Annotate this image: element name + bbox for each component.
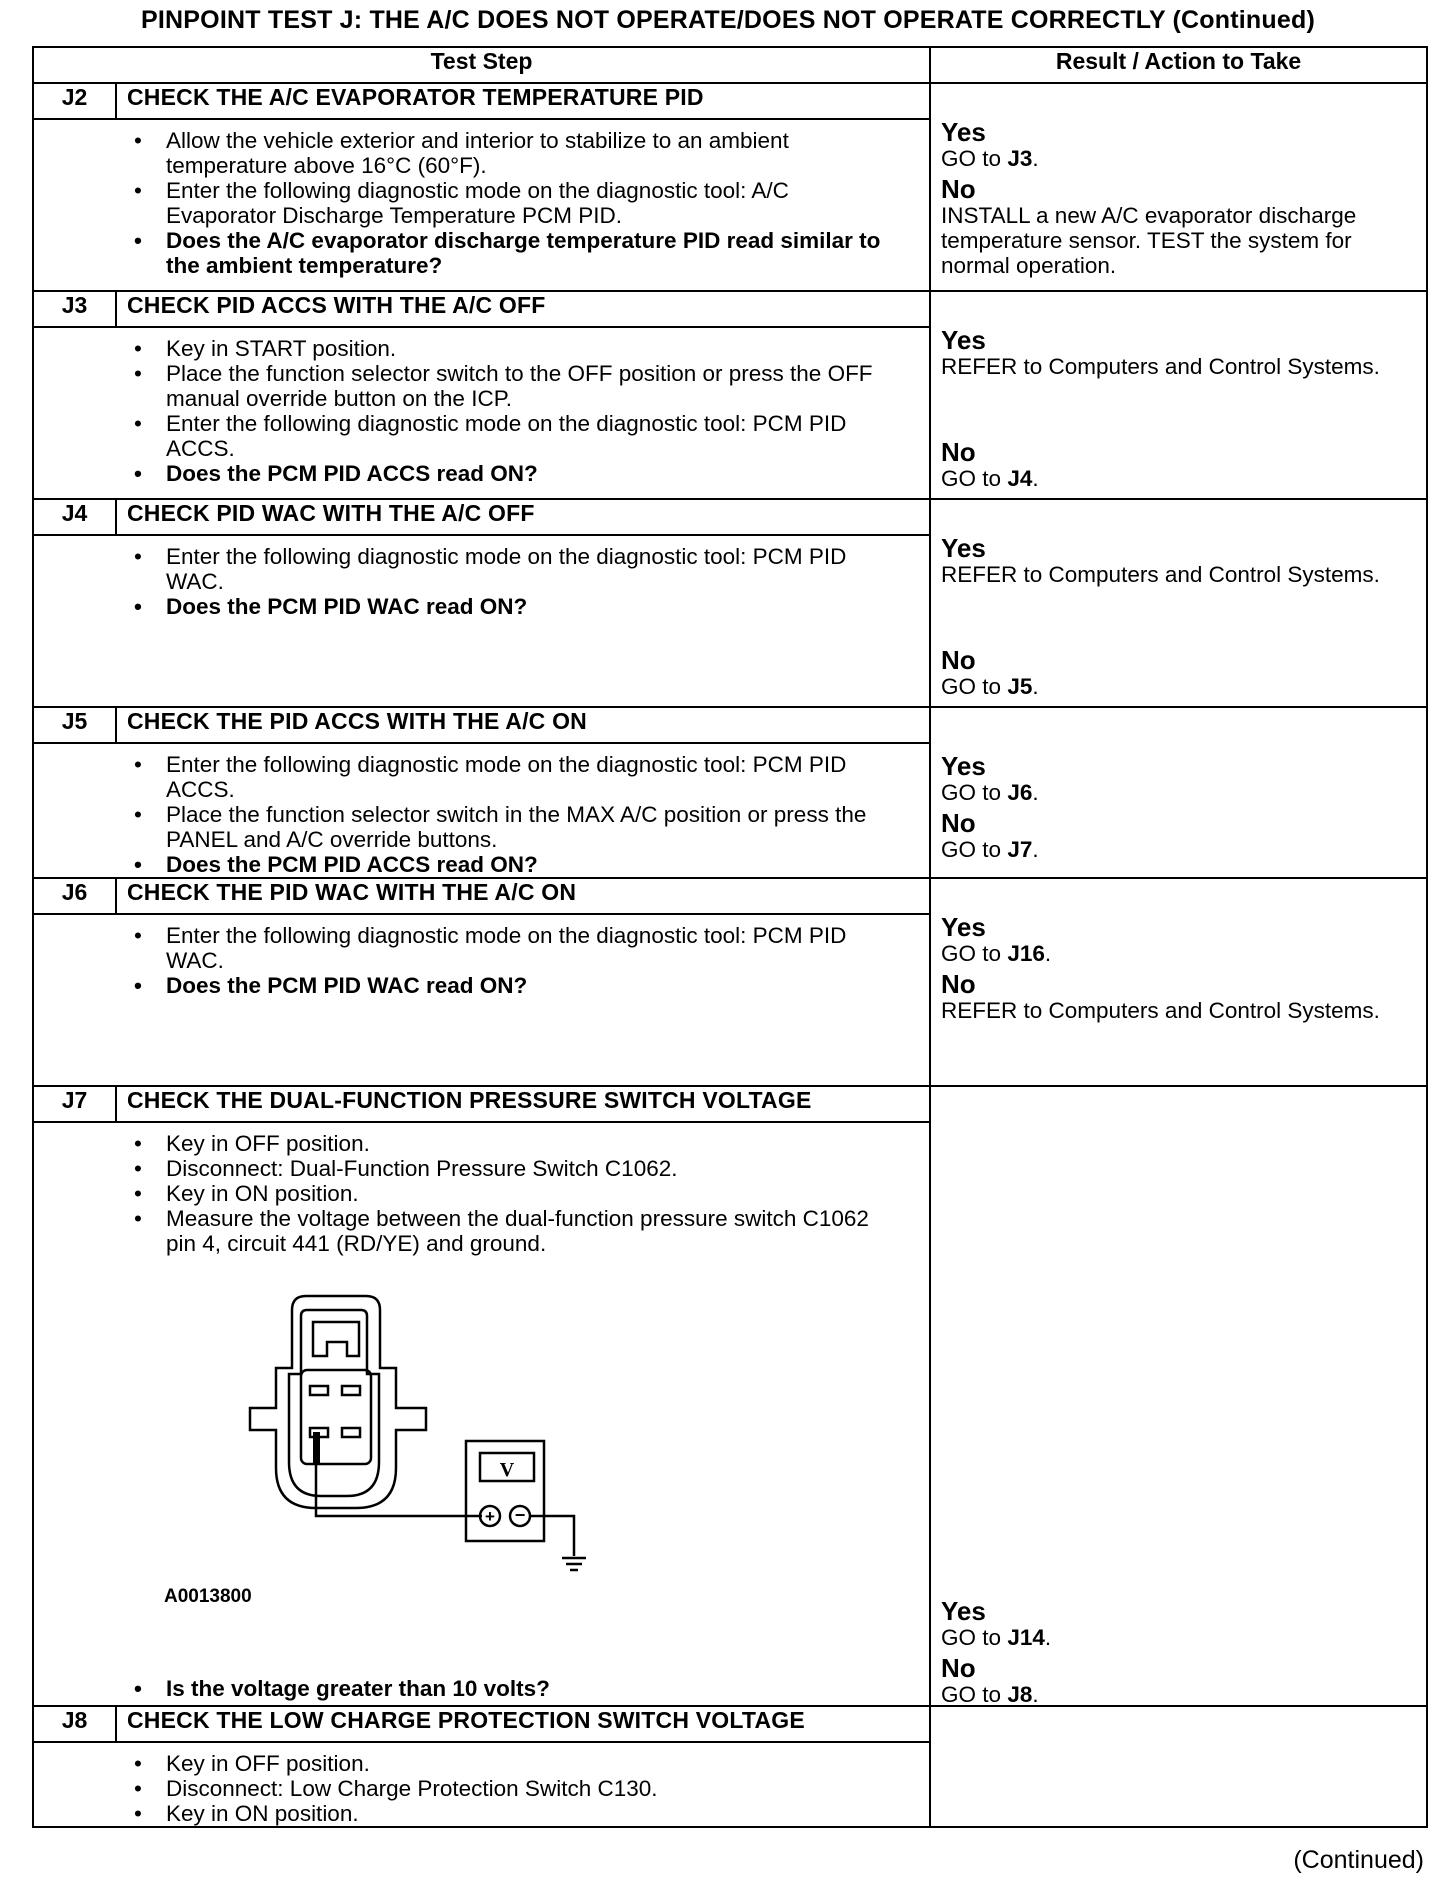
step-title: CHECK THE A/C EVAPORATOR TEMPERATURE PID <box>116 83 930 119</box>
page-title: PINPOINT TEST J: THE A/C DOES NOT OPERATE/DOES NOT OPERATE CORRECTLY (Continued) <box>141 6 1315 34</box>
step-reference: J6 <box>1007 780 1033 805</box>
test-probe <box>313 1432 320 1464</box>
bullet-item: • Key in START position. <box>34 336 889 361</box>
step-id: J8 <box>33 1706 116 1742</box>
no-label: No <box>941 808 976 838</box>
step-question: • Does the PCM PID WAC read ON? <box>34 594 889 619</box>
step-reference: J16 <box>1007 941 1045 966</box>
bullet-item: • Disconnect: Dual-Function Pressure Switch C1062. <box>34 1156 889 1181</box>
step-title: CHECK THE LOW CHARGE PROTECTION SWITCH VOLTAGE <box>116 1706 930 1742</box>
bullet-item: • Disconnect: Low Charge Protection Switch C130. <box>34 1776 889 1801</box>
step-id: J7 <box>33 1086 116 1122</box>
yes-action: REFER to Computers and Control Systems. <box>941 354 1380 379</box>
step-reference: J7 <box>1007 837 1033 862</box>
step-body <box>33 1122 930 1706</box>
no-label: No <box>941 645 976 675</box>
step-body <box>33 743 930 878</box>
no-label: No <box>941 174 976 204</box>
step-id: J6 <box>33 878 116 914</box>
bullet-item: • Enter the following diagnostic mode on the diagnostic tool: PCM PID ACCS. <box>34 752 889 802</box>
column-header-result: Result / Action to Take <box>930 47 1427 83</box>
yes-label: Yes <box>941 533 986 563</box>
bullet-item: • Enter the following diagnostic mode on the diagnostic tool: PCM PID WAC. <box>34 544 889 594</box>
step-title: CHECK THE PID WAC WITH THE A/C ON <box>116 878 930 914</box>
step-reference: J5 <box>1007 674 1033 699</box>
no-label: No <box>941 437 976 467</box>
connector-illustration <box>244 1286 724 1616</box>
bullet-item: • Key in OFF position. <box>34 1131 889 1156</box>
step-body <box>33 1742 930 1827</box>
negative-terminal-icon: − <box>514 1505 526 1525</box>
step-body <box>33 327 930 499</box>
bullet-item: • Measure the voltage between the dual-function pressure switch C1062 pin 4, circuit 441 (RD/YE) and ground. <box>34 1206 889 1256</box>
yes-label: Yes <box>941 1596 986 1626</box>
meter-voltage-label: V <box>499 1459 515 1481</box>
step-reference: J3 <box>1007 146 1033 171</box>
step-id: J5 <box>33 707 116 743</box>
positive-terminal-icon: + <box>485 1507 495 1526</box>
continued-note: (Continued) <box>1293 1846 1424 1874</box>
multimeter <box>466 1441 544 1541</box>
bullet-item: • Enter the following diagnostic mode on the diagnostic tool: PCM PID ACCS. <box>34 411 889 461</box>
step-question: • Is the voltage greater than 10 volts? <box>34 1676 889 1701</box>
result-cell: Yes GO to J6. No GO to J7. <box>930 707 1427 878</box>
result-cell: Yes REFER to Computers and Control Systems. No GO to J4. <box>930 291 1427 499</box>
pinpoint-test-table <box>32 46 1428 1828</box>
no-action: INSTALL a new A/C evaporator discharge temperature sensor. TEST the system for normal operation. <box>941 203 1357 278</box>
bullet-item: • Place the function selector switch in the MAX A/C position or press the PANEL and A/C override buttons. <box>34 802 889 852</box>
yes-label: Yes <box>941 117 986 147</box>
step-question: • Does the A/C evaporator discharge temperature PID read similar to the ambient temperature? <box>34 228 889 278</box>
step-reference: J4 <box>1007 466 1033 491</box>
no-label: No <box>941 969 976 999</box>
bullet-item: • Enter the following diagnostic mode on the diagnostic tool: PCM PID WAC. <box>34 923 889 973</box>
bullet-item: • Key in OFF position. <box>34 1751 889 1776</box>
step-title: CHECK THE PID ACCS WITH THE A/C ON <box>116 707 930 743</box>
step-title: CHECK PID WAC WITH THE A/C OFF <box>116 499 930 535</box>
result-cell: Yes GO to J3. No INSTALL a new A/C evaporator discharge temperature sensor. TEST the system for normal operation. <box>930 83 1427 291</box>
yes-label: Yes <box>941 325 986 355</box>
column-header-test-step: Test Step <box>33 47 930 83</box>
no-label: No <box>941 1653 976 1683</box>
result-cell: Yes REFER to Computers and Control Systems. No GO to J5. <box>930 499 1427 707</box>
yes-action: REFER to Computers and Control Systems. <box>941 562 1380 587</box>
result-cell <box>930 1706 1427 1827</box>
yes-label: Yes <box>941 751 986 781</box>
bullet-item: • Key in ON position. <box>34 1801 889 1826</box>
connector-voltage-diagram <box>34 1256 929 1676</box>
step-body <box>33 914 930 1086</box>
bullet-item: • Place the function selector switch to the OFF position or press the OFF manual override button on the ICP. <box>34 361 889 411</box>
step-reference: J14 <box>1007 1625 1045 1650</box>
step-reference: J8 <box>1007 1682 1033 1707</box>
step-title: CHECK PID ACCS WITH THE A/C OFF <box>116 291 930 327</box>
figure-code: A0013800 <box>164 1586 252 1607</box>
step-id: J4 <box>33 499 116 535</box>
step-title: CHECK THE DUAL-FUNCTION PRESSURE SWITCH VOLTAGE <box>116 1086 930 1122</box>
result-cell: Yes GO to J16. No REFER to Computers and Control Systems. <box>930 878 1427 1086</box>
yes-label: Yes <box>941 912 986 942</box>
step-body <box>33 535 930 707</box>
bullet-item: • Enter the following diagnostic mode on the diagnostic tool: A/C Evaporator Discharge Temperature PCM PID. <box>34 178 889 228</box>
bullet-item: • Allow the vehicle exterior and interior to stabilize to an ambient temperature above 16°C (60°F). <box>34 128 889 178</box>
step-id: J2 <box>33 83 116 119</box>
bullet-item: • Key in ON position. <box>34 1181 889 1206</box>
result-cell: Yes GO to J14. No GO to J8. <box>930 1086 1427 1706</box>
no-action: REFER to Computers and Control Systems. <box>941 998 1380 1023</box>
step-body <box>33 119 930 291</box>
step-question: • Does the PCM PID ACCS read ON? <box>34 852 889 877</box>
step-question: • Does the PCM PID WAC read ON? <box>34 973 889 998</box>
step-id: J3 <box>33 291 116 327</box>
step-question: • Does the PCM PID ACCS read ON? <box>34 461 889 486</box>
